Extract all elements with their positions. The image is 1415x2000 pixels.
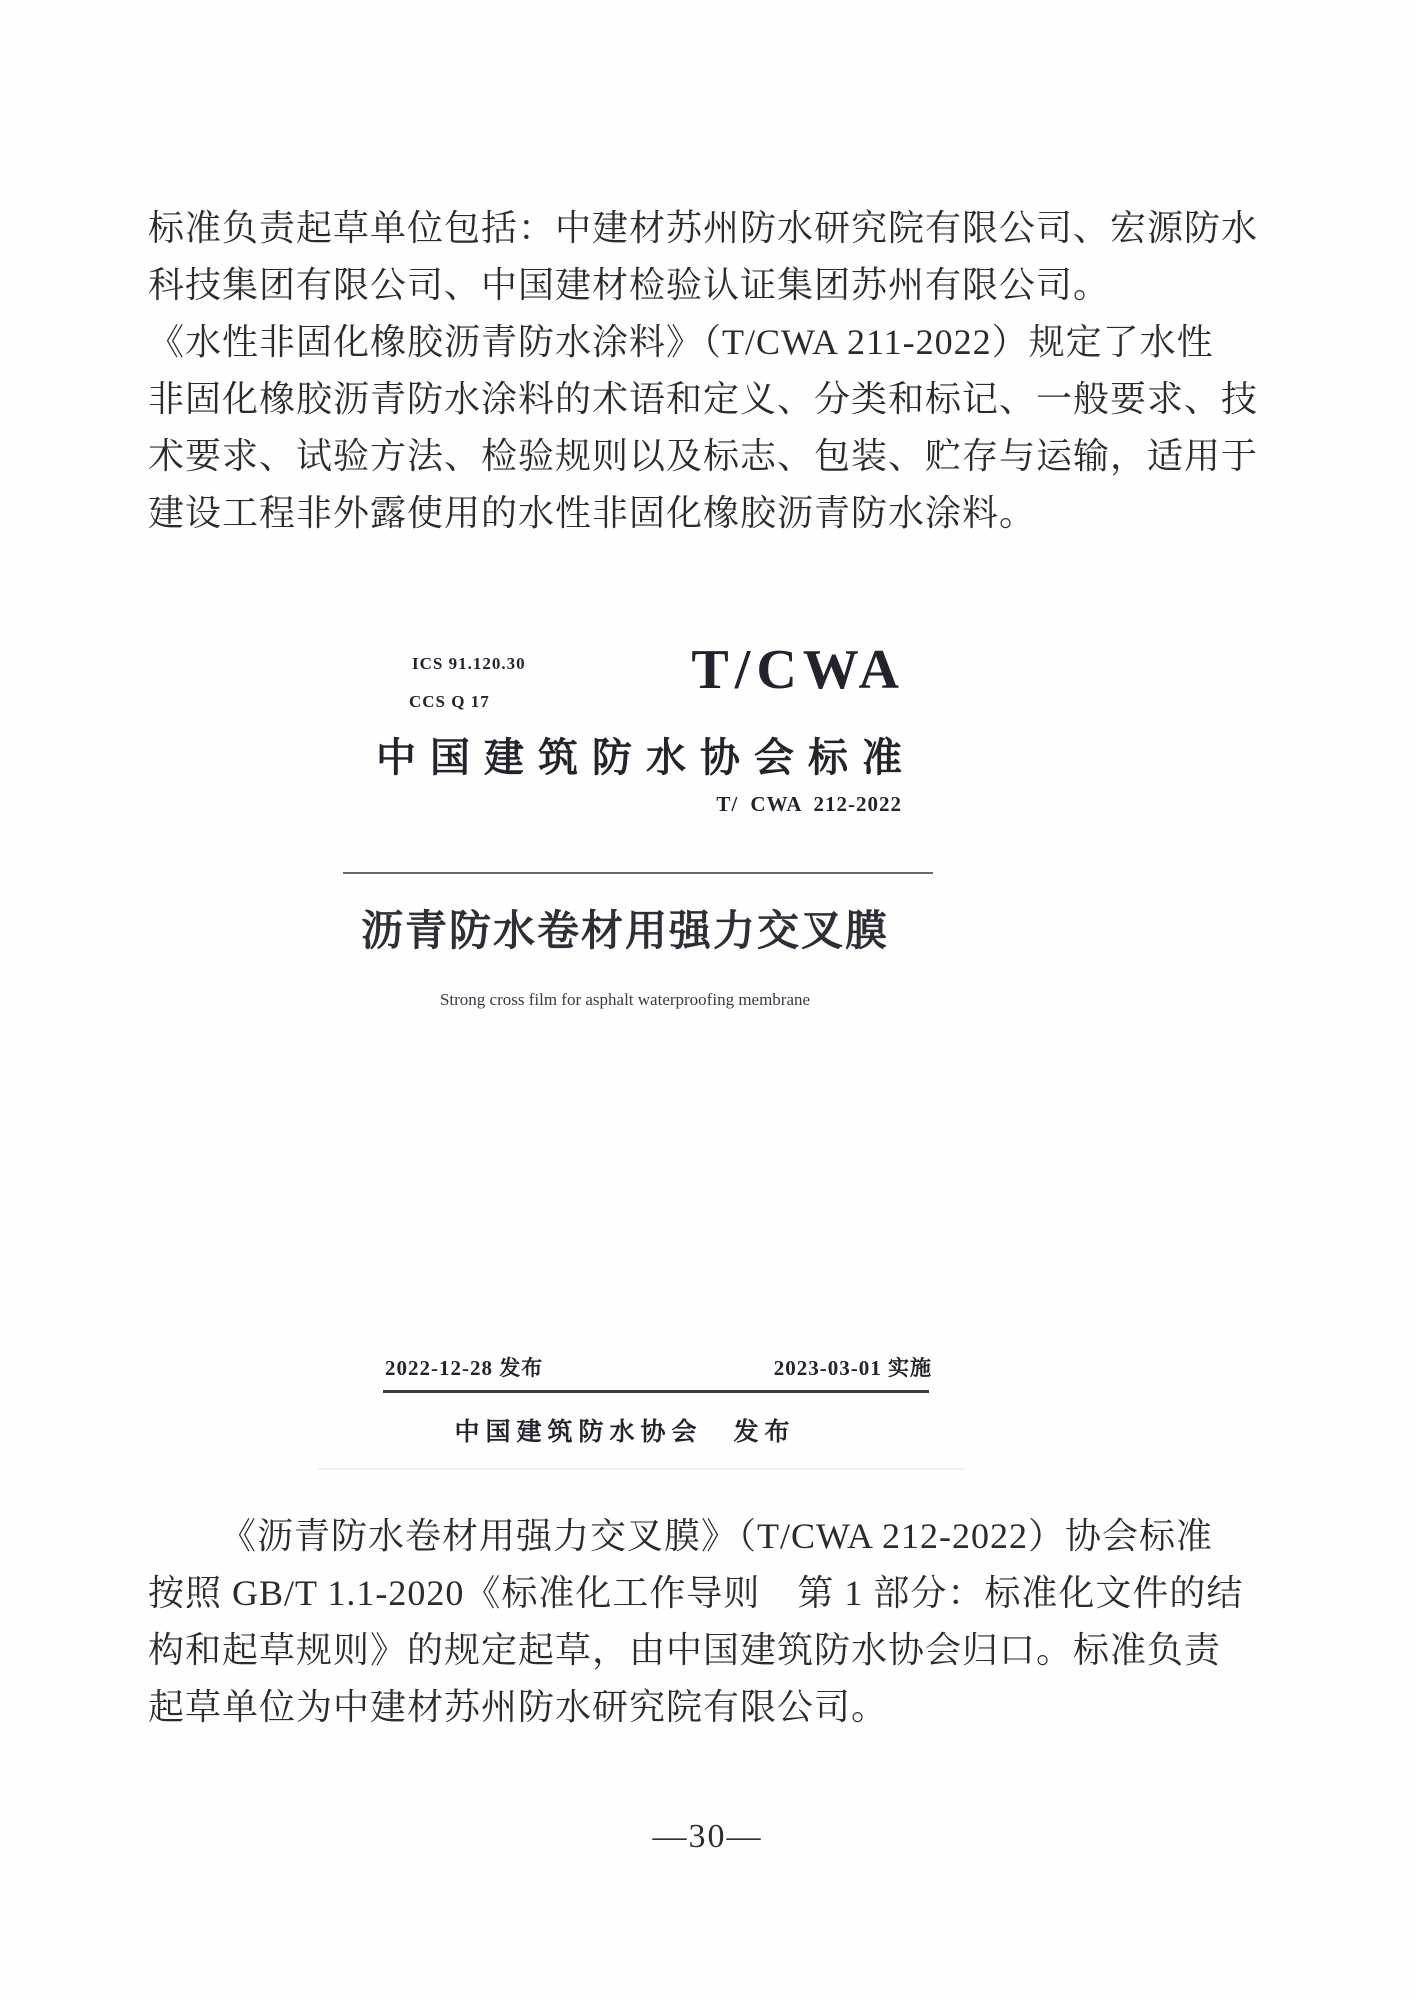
standard-number: T/ CWA 212-2022 <box>716 792 902 816</box>
paragraph-line: 按照 GB/T 1.1-2020《标准化工作导则 第 1 部分：标准化文件的结 <box>148 1573 1244 1613</box>
paragraph-line: 非固化橡胶沥青防水涂料的术语和定义、分类和标记、一般要求、技 <box>148 379 1259 419</box>
closing-paragraph <box>148 1508 1246 1736</box>
paragraph-line: 构和起草规则》的规定起草，由中国建筑防水协会归口。标准负责 <box>148 1630 1222 1670</box>
organization-code: T/CWA <box>691 639 905 701</box>
organization-title: 中国建筑防水协会标准 <box>376 736 916 780</box>
paragraph-line: 标准负责起草单位包括：中建材苏州防水研究院有限公司、宏源防水 <box>148 208 1259 248</box>
paragraph-line: 科技集团有限公司、中国建材检验认证集团苏州有限公司。 <box>148 265 1111 305</box>
ccs-code: CCS Q 17 <box>409 692 490 711</box>
issue-date: 2022-12-28 发布 <box>385 1356 544 1380</box>
cover-divider-middle <box>383 1390 929 1393</box>
paragraph-line: 《沥青防水卷材用强力交叉膜》（T/CWA 212-2022）协会标准 <box>220 1516 1213 1556</box>
cover-divider-top <box>343 872 933 874</box>
cover-date-row <box>385 1352 932 1382</box>
cover-title: 沥青防水卷材用强力交叉膜 <box>360 907 889 954</box>
paragraph-line: 建设工程非外露使用的水性非固化橡胶沥青防水涂料。 <box>148 493 1037 533</box>
paragraph-line: 术要求、试验方法、检验规则以及标志、包装、贮存与运输，适用于 <box>148 436 1259 476</box>
cover-subtitle-english: Strong cross film for asphalt waterproofing membrane <box>439 990 811 1009</box>
intro-paragraph <box>148 200 1259 542</box>
paragraph-line: 起草单位为中建材苏州防水研究院有限公司。 <box>148 1687 889 1727</box>
cover-divider-bottom <box>318 1468 963 1470</box>
implementation-date: 2023-03-01 实施 <box>773 1356 932 1380</box>
publisher-line: 中国建筑防水协会 发布 <box>454 1418 796 1446</box>
page-number: —30— <box>652 1818 763 1855</box>
paragraph-line: 《水性非固化橡胶沥青防水涂料》（T/CWA 211-2022）规定了水性 <box>148 322 1214 362</box>
ics-code: ICS 91.120.30 <box>412 654 526 673</box>
standard-cover-image <box>290 630 960 1500</box>
